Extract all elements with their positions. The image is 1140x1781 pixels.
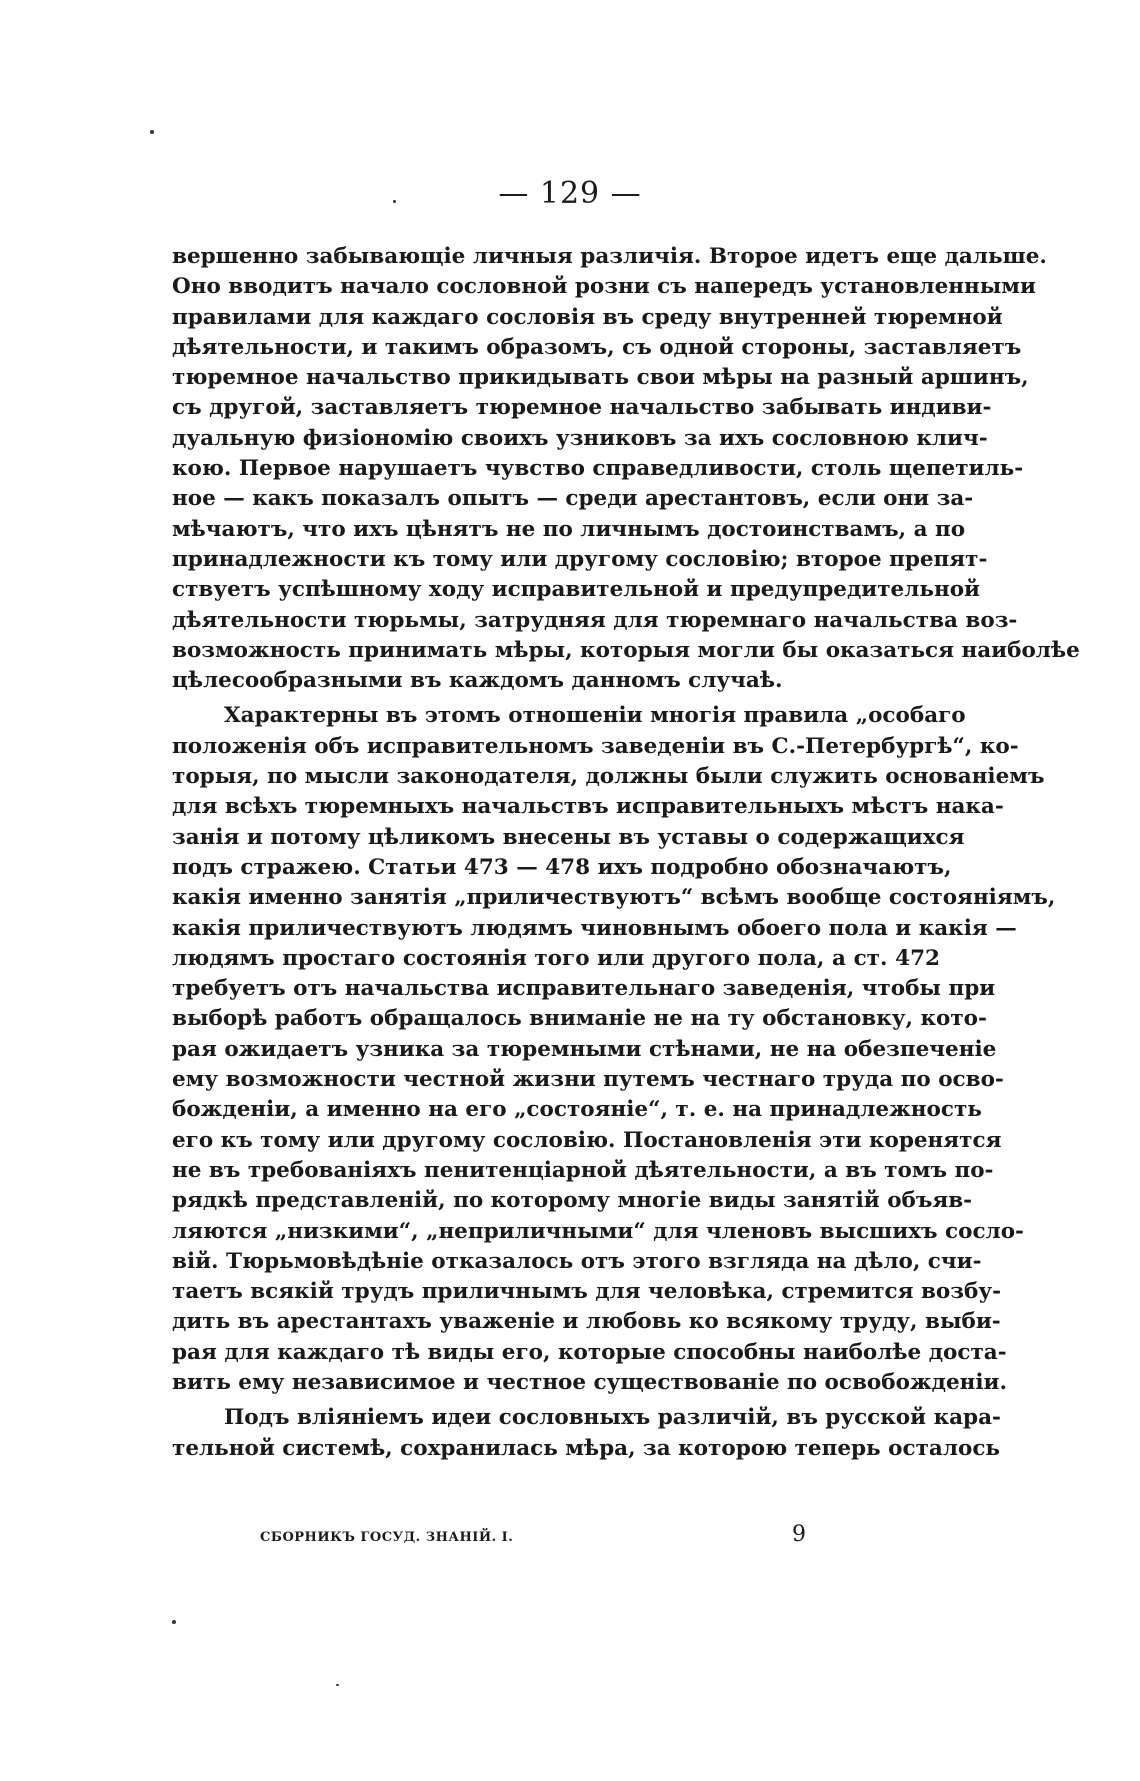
paragraph (172, 1403, 1001, 1464)
text-line: тюремное начальство прикидывать свои мѣры на разный аршинъ, (172, 365, 1029, 391)
text-line: правилами для каждаго сословія въ среду внутренней тюремной (172, 304, 1003, 330)
text-line: какія именно занятія „приличествуютъ“ всѣмъ вообще состояніямъ, (172, 885, 1056, 911)
text-line: ему возможности честной жизни путемъ честнаго труда по осво- (172, 1067, 1004, 1093)
signature-number: 9 (792, 1522, 806, 1547)
text-line: дѣятельности, и такимъ образомъ, съ одной стороны, заставляетъ (172, 334, 1022, 360)
text-line: дить въ арестантахъ уваженіе и любовь ко всякому труду, выби- (172, 1309, 1001, 1335)
text-line: рая ожидаетъ узника за тюремными стѣнами, не на обезпеченіе (172, 1036, 997, 1062)
text-line: съ другой, заставляетъ тюремное начальство забывать индиви- (172, 395, 992, 421)
text-line: дуальную физіономію своихъ узниковъ за ихъ сословною клич- (172, 425, 988, 451)
text-line: подъ стражею. Статьи 473 — 478 ихъ подробно обозначаютъ, (172, 854, 952, 880)
text-line: Подъ вліяніемъ идеи сословныхъ различій, въ русской кара- (224, 1405, 1001, 1431)
scan-speck (393, 200, 396, 203)
text-line: ствуетъ успѣшному ходу исправительной и предупредительной (172, 577, 981, 603)
text-line: дѣятельности тюрьмы, затрудняя для тюремнаго начальства воз- (172, 607, 1018, 633)
paragraph (172, 701, 1056, 1398)
scan-speck (172, 1620, 176, 1624)
text-line: положенія объ исправительномъ заведеніи въ С.-Петербургѣ“, ко- (172, 733, 1019, 759)
paragraph (172, 242, 1080, 696)
text-line: его къ тому или другому сословію. Постановленія эти коренятся (172, 1127, 1002, 1153)
text-line: божденіи, а именно на его „состояніе“, т. е. на принадлежность (172, 1097, 982, 1123)
text-line: Характерны въ этомъ отношеніи многія правила „особаго (224, 703, 966, 729)
text-line: ное — какъ показалъ опытъ — среди арестантовъ, если они за- (172, 486, 974, 512)
text-line: принадлежности къ тому или другому сословію; второе препят- (172, 546, 988, 572)
text-line: какія приличествуютъ людямъ чиновнымъ обоего пола и какія — (172, 915, 1017, 941)
text-line: кою. Первое нарушаетъ чувство справедливости, столь щепетиль- (172, 456, 1024, 482)
text-line: таетъ всякій трудъ приличнымъ для человѣка, стремится возбу- (172, 1279, 1002, 1305)
text-line: людямъ простаго состоянія того или другого пола, а ст. 472 (172, 945, 940, 971)
text-line: выборѣ работъ обращалось вниманіе не на ту обстановку, кото- (172, 1006, 987, 1032)
scan-speck (336, 1684, 339, 1686)
page-number: — 129 — (498, 176, 642, 211)
text-line: Оно вводитъ начало сословной розни съ напередъ установленными (172, 274, 1036, 300)
text-line: вій. Тюрьмовѣдѣніе отказалось отъ этого взгляда на дѣло, счи- (172, 1248, 982, 1274)
text-line: возможность принимать мѣры, которыя могли бы оказаться наиболѣе (172, 637, 1080, 663)
text-line: мѣчаютъ, что ихъ цѣнятъ не по личнымъ достоинствамъ, а по (172, 516, 966, 542)
footer-signature-mark: СБОРНИКЪ ГОСУД. ЗНАНІЙ. I. (260, 1530, 514, 1545)
text-line: цѣлесообразными въ каждомъ данномъ случаѣ. (172, 668, 783, 694)
text-line: рядкѣ представленій, по которому многіе виды занятій объяв- (172, 1188, 973, 1214)
text-line: ляются „низкими“, „неприличными“ для членовъ высшихъ сосло- (172, 1218, 1024, 1244)
text-line: вить ему независимое и честное существованіе по освобожденіи. (172, 1369, 1007, 1395)
scan-speck (150, 130, 154, 134)
body-text (172, 242, 1080, 1464)
text-line: торыя, по мысли законодателя, должны были служить основаніемъ (172, 764, 1045, 790)
text-line: не въ требованіяхъ пенитенціарной дѣятельности, а въ томъ по- (172, 1157, 994, 1183)
text-line: для всѣхъ тюремныхъ начальствъ исправительныхъ мѣстъ нака- (172, 794, 1004, 820)
text-line: занія и потому цѣликомъ внесены въ уставы о содержащихся (172, 824, 965, 850)
text-line: требуетъ отъ начальства исправительнаго заведенія, чтобы при (172, 976, 996, 1002)
text-line: вершенно забывающіе личныя различія. Второе идетъ еще дальше. (172, 244, 1047, 269)
text-line: тельной системѣ, сохранилась мѣра, за которою теперь осталось (172, 1435, 1001, 1461)
text-line: рая для каждаго тѣ виды его, которые способны наиболѣе доста- (172, 1339, 1007, 1365)
